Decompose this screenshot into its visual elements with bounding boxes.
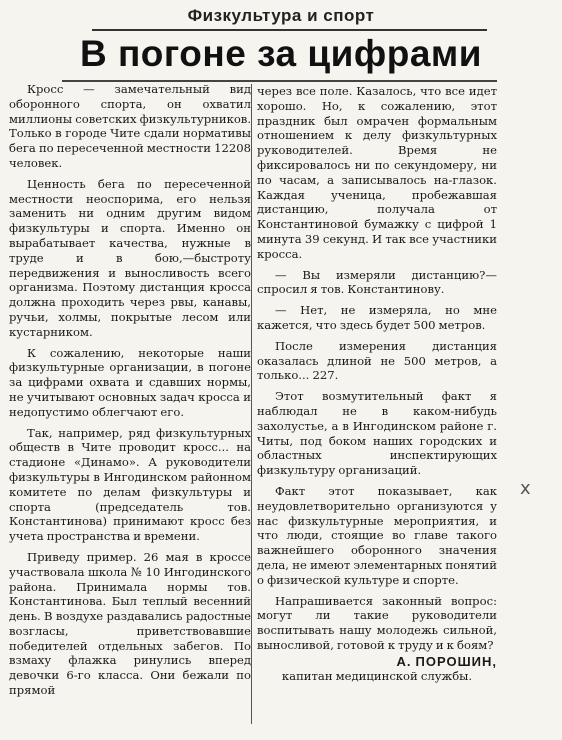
paragraph: Приведу пример. 26 мая в кроссе участвовала школа № 10 Ингодинского района. Принимала нормы тов. Константинова. Был теплый весенний день. В воздухе раздавались радостные возгласы, приветствовавшие победителей отдельных забегов. По взмаху флажка ринулись вперед девочки 6-го класса. Они бежали по прямой: [9, 549, 251, 698]
margin-mark: x: [520, 478, 531, 499]
article-headline: В погоне за цифрами: [79, 33, 483, 74]
right-column: [257, 84, 497, 690]
paragraph: К сожалению, некоторые наши физкультурные организации, в погоне за цифрами охвата и сдавших нормы, не учитывают основных задач кросса и недопустимо облегчают его.: [9, 345, 251, 419]
author-signature: А. ПОРОШИН,: [396, 653, 497, 669]
author-rank: капитан медицинской службы.: [281, 669, 473, 684]
paragraph: Этот возмутительный факт я наблюдал не в каком-нибудь захолустье, а в Ингодинском районе г. Читы, под боком наших городских и областных инспектирующих физкультуру организаций.: [257, 389, 497, 478]
paragraph: После измерения дистанция оказалась длиной не 500 метров, а только... 227.: [257, 338, 497, 383]
section-rubric: Физкультура и спорт: [187, 6, 375, 25]
paragraph: Ценность бега по пересеченной местности неоспорима, его нельзя заменить ни одним другим видом физкультуры и спорта. Именно он вырабатывает качества, нужные в труде и в бою,—быстроту передвижения и выносливость всего организма. Поэтому дистанция кросса должна проходить через рвы, канавы, ручьи, холмы, покрытые лесом или кустарником.: [9, 176, 251, 339]
paragraph: Кросс — замечательный вид оборонного спорта, он охватил миллионы советских физкультурников. Только в городе Чите сдали нормативы бега по пересеченной местности 12208 человек.: [9, 82, 252, 170]
paragraph: — Нет, не измеряла, но мне кажется, что здесь будет 500 метров.: [257, 303, 497, 332]
paragraph: Напрашивается законный вопрос: могут ли такие руководители воспитывать нашу молодежь сильной, выносливой, готовой к труду и к боям?: [257, 593, 497, 652]
paragraph: Так, например, ряд физкультурных обществ в Чите проводит кросс... на стадионе «Динамо». А руководители физкультуры в Ингодинском районном комитете по делам физкультуры и спорта (председатель тов. Константинова) принимают кросс без учета пространства и времени.: [9, 425, 251, 544]
rubric-underline: [92, 29, 487, 31]
column-divider: [251, 84, 252, 724]
paragraph: Факт этот показывает, как неудовлетворительно организуются у нас физкультурные мероприятия, и что люди, стоящие во главе такого важнейшего оборонного значения дела, не имеют элементарных понятий о физической культуре и спорте.: [257, 483, 497, 587]
left-column: [9, 82, 251, 704]
paragraph: — Вы измеряли дистанцию?— спросил я тов. Константинову.: [257, 267, 497, 297]
paragraph: через все поле. Казалось, что все идет хорошо. Но, к сожалению, этот праздник был омрачен формальным отношением к делу физкультурных руководителей. Время не фиксировалось ни по секундомеру, ни по часам, а записывалось на-глазок. Каждая ученица, пробежавшая дистанцию, получала от Константиновой бумажку с цифрой 1 минута 39 секунд. И так все участники кросса.: [257, 84, 497, 261]
